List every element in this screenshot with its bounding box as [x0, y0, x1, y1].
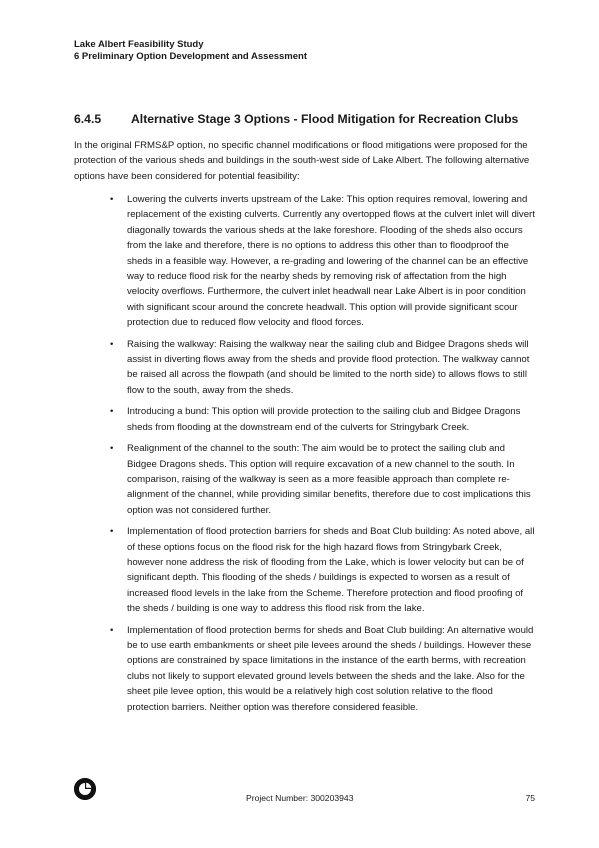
- bullet-icon: •: [110, 406, 114, 418]
- list-item: [74, 441, 536, 518]
- company-logo-icon: [74, 778, 96, 800]
- list-item-text: Realignment of the channel to the south: The aim would be to protect the sailing club and Bidgee Dragons sheds. This option will require excavation of a new channel to the south. In comparison, raising of the walkway is seen as a more feasible approach than complete re-alignment of the channel, while providing similar benefits, therefore due to cost implications this option was not considered further.: [127, 443, 531, 516]
- list-item-text: Implementation of flood protection barriers for sheds and Boat Club building: As noted above, all of these options focus on the flood risk for the high hazard flows from Stringybark Creek, however none address the risk of flooding from the Lake, which is lower velocity but can be of significant depth. This flooding of the sheds / buildings is expected to worsen as a result of increased flood levels in the lake from the Scheme. Therefore protection and flood proofing of the sheds / building is one way to address this flood risk from the lake.: [127, 526, 535, 615]
- bullet-icon: •: [110, 338, 114, 350]
- section-number: 6.4.5: [74, 112, 102, 126]
- list-item: [74, 524, 536, 616]
- bullet-icon: •: [110, 443, 114, 455]
- bullet-icon: •: [110, 526, 114, 538]
- list-item-text: Lowering the culverts inverts upstream of the Lake: This option requires removal, lowering and replacement of the existing culverts. Currently any overtopped flows at the culvert inlet will divert diagonally towards the various sheds at the lake foreshore. Flooding of the sheds also occurs from the lake and therefore, there is no options to address this other than to floodproof the sheds in a feasible way. However, a re-grading and lowering of the channel can be an effective way to reduce flood risk for the nearby sheds by removing risk of affectation from the high velocity overflows. Furthermore, the culvert inlet headwall near Lake Albert is in poor condition with significant scour around the concrete headwall. This option will provide significant scour protection due to reduced flow velocity and flood forces.: [127, 194, 535, 329]
- list-item: [74, 623, 536, 715]
- list-item-text: Introducing a bund: This option will provide protection to the sailing club and Bidgee Dragons sheds from flooding at the downstream end of the culverts for Stringybark Creek.: [127, 406, 521, 433]
- chapter-title: 6 Preliminary Option Development and Assessment: [74, 51, 307, 62]
- project-number: Project Number: 300203943: [246, 793, 354, 803]
- page-header: [74, 39, 307, 63]
- list-item: [74, 337, 536, 399]
- bullet-icon: •: [110, 624, 114, 636]
- intro-paragraph: [74, 138, 536, 184]
- list-item: [74, 404, 536, 435]
- page-number: 75: [525, 793, 535, 803]
- study-title: Lake Albert Feasibility Study: [74, 39, 204, 50]
- list-item-text: Raising the walkway: Raising the walkway near the sailing club and Bidgee Dragons sheds will assist in diverting flows away from the sheds and provide flood protection. The walkway cannot be raised all across the flowpath (and should be limited to the north side) to allows flows to still flow to the south, away from the sheds.: [127, 338, 530, 396]
- section-heading: [74, 112, 534, 126]
- options-list: [74, 192, 536, 721]
- section-title: Alternative Stage 3 Options - Flood Mitigation for Recreation Clubs: [131, 112, 519, 126]
- bullet-icon: •: [110, 194, 114, 205]
- list-item-text: Implementation of flood protection berms for sheds and Boat Club building: An alternative would be to use earth embankments or sheet pile levees around the sheds / buildings. However these options are constrained by space limitations in the instance of the earth berms, with recreation clubs not likely to support elevated ground levels between the sheds and the lake. Also for the sheet pile levee option, this would be a relatively high cost solution relative to the flood protection barriers. Neither option was therefore considered feasible.: [127, 624, 534, 713]
- list-item: [74, 192, 536, 331]
- intro-text: In the original FRMS&P option, no specific channel modifications or flood mitigations were proposed for the protection of the various sheds and buildings in the south-west side of Lake Albert. The following alternative options have been considered for potential feasibility:: [74, 140, 530, 182]
